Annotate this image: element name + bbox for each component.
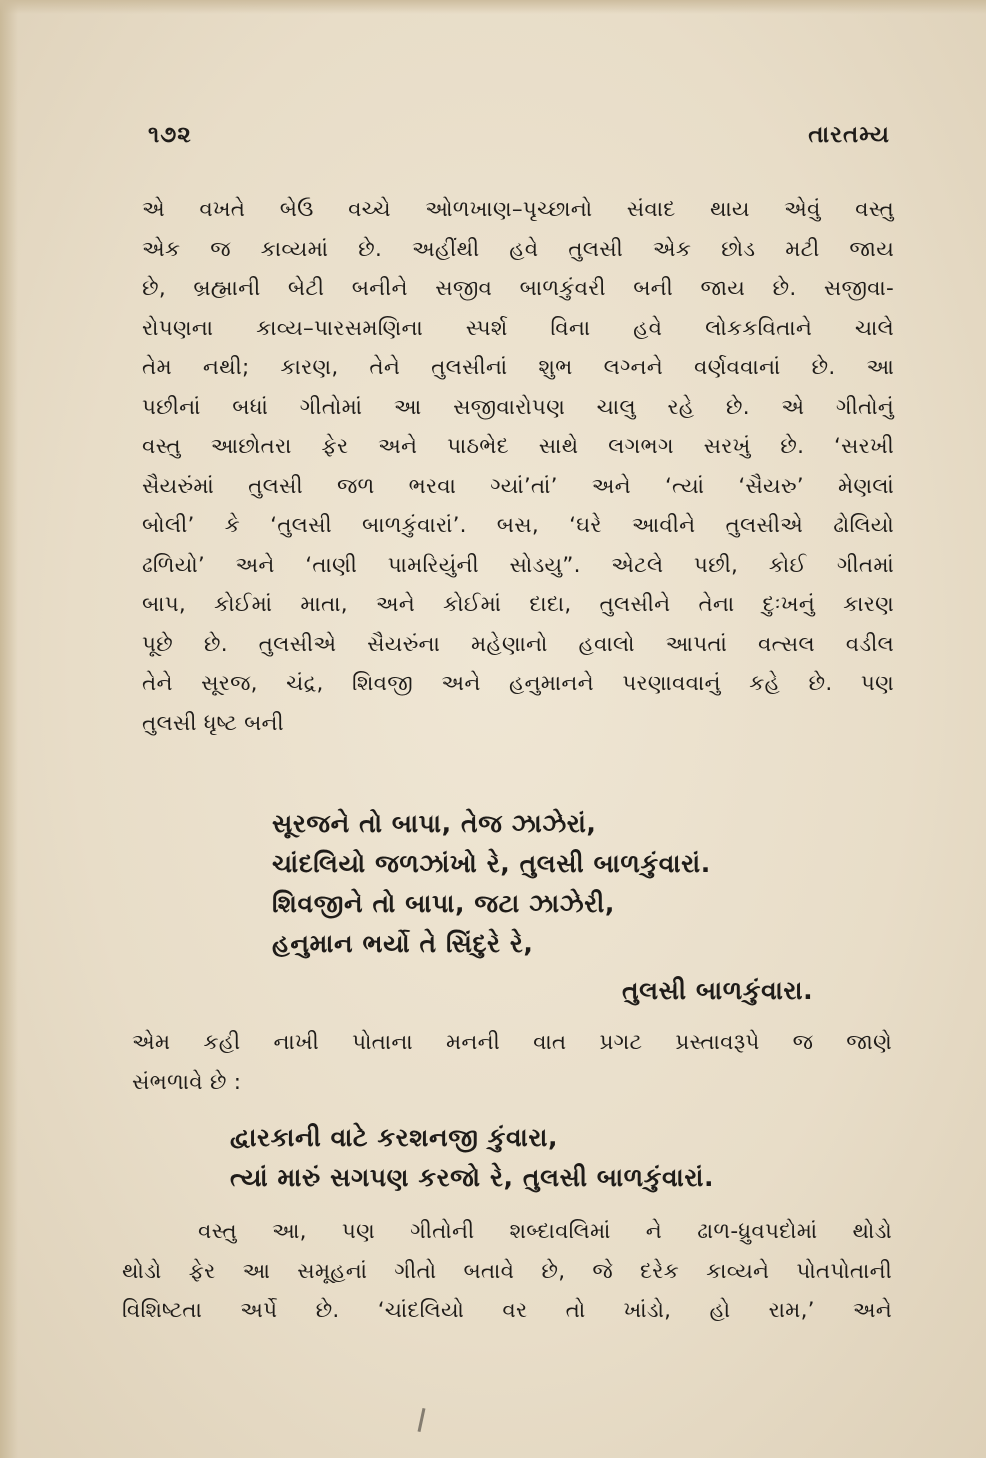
verse-line: ચાંદલિયો જળઝાંખો રે, તુલસી બાળકુંવારાં. xyxy=(272,849,711,878)
verse-line: હનુમાન ભર્યો તે સિંદુરે રે, xyxy=(272,929,534,958)
page-header xyxy=(148,122,890,158)
verse-line: શિવજીને તો બાપા, જટા ઝાઝેરી, xyxy=(272,889,615,918)
text-line: સૈયરુંમાં તુલસી જળ ભરવા ગ્યાં’તાં’ અને ‘ત્યાં ‘સૈયરુ’ મેણલાં xyxy=(142,473,894,499)
text-line: થોડો ફેર આ સમૂહનાં ગીતો બતાવે છે, જે દરેક કાવ્યને પોતપોતાની xyxy=(122,1258,892,1284)
verse-refrain: તુલસી બાળકુંવારા. xyxy=(622,976,814,1005)
text-line: સંભળાવે છે : xyxy=(132,1069,242,1095)
page-top-shadow xyxy=(0,0,986,14)
page-edge-shadow xyxy=(0,0,18,1458)
text-line: તેને સૂરજ, ચંદ્ર, શિવજી અને હનુમાનને પરણાવવાનું કહે છે. પણ xyxy=(142,671,894,696)
verse-block-2 xyxy=(230,1118,714,1198)
text-line: પછીનાં બધાં ગીતોમાં આ સજીવારોપણ ચાલુ રહે છે. એ ગીતોનું xyxy=(142,394,894,420)
paragraph-1 xyxy=(142,190,894,743)
text-line: બાપ, કોઈમાં માતા, અને કોઈમાં દાદા, તુલસીને તેના દુઃખનું કારણ xyxy=(142,592,894,617)
text-line: રોપણના કાવ્ય–પારસમણિના સ્પર્શ વિના હવે લોકકવિતાને ચાલે xyxy=(142,315,894,341)
verse-block-1 xyxy=(272,804,711,964)
verse-line: ત્યાં મારું સગપણ કરજો રે, તુલસી બાળકુંવારાં. xyxy=(230,1163,715,1192)
paragraph-3 xyxy=(122,1212,892,1331)
text-line: એ વખતે બેઉ વચ્ચે ઓળખાણ–પૃચ્છાનો સંવાદ થાય એવું વસ્તુ xyxy=(142,197,894,222)
running-title: તારતમ્ય xyxy=(808,122,890,148)
text-line: ઢળિયો’ અને ‘તાણી પામરિયુંની સોડયુ”. એટલે પછી, કોઈ ગીતમાં xyxy=(142,552,894,578)
verse-line: દ્વારકાની વાટે કરશનજી કુંવારા, xyxy=(230,1123,559,1152)
text-line: તુલસી ધૃષ્ટ બની xyxy=(142,710,284,736)
text-line: પૂછે છે. તુલસીએ સૈયરુંના મહેણાનો હવાલો આપતાં વત્સલ વડીલ xyxy=(142,631,894,657)
text-line: તેમ નથી; કારણ, તેને તુલસીનાં શુભ લગ્નને વર્ણવવાનાં છે. આ xyxy=(142,355,894,380)
text-line: એક જ કાવ્યમાં છે. અહીંથી હવે તુલસી એક છોડ મટી જાય xyxy=(142,236,894,262)
text-line: વસ્તુ આછોતરા ફેર અને પાઠભેદ સાથે લગભગ સરખું છે. ‘સરખી xyxy=(142,434,894,459)
page-number: ૧૭૨ xyxy=(148,122,192,148)
paragraph-2 xyxy=(132,1023,892,1102)
pencil-mark xyxy=(418,1408,426,1432)
text-line: બોલી’ કે ‘તુલસી બાળકુંવારાં’. બસ, ‘ઘરે આવીને તુલસીએ ઢોલિયો xyxy=(142,513,894,538)
text-line: વિશિષ્ટતા અર્પે છે. ‘ચાંદલિયો વર તો ખાંડો, હો રામ,’ અને xyxy=(122,1298,892,1323)
text-line: વસ્તુ આ, પણ ગીતોની શબ્દાવલિમાં ને ઢાળ-ધ્રુવપદોમાં થોડો xyxy=(198,1219,892,1244)
text-line: છે, બ્રહ્માની બેટી બનીને સજીવ બાળકુંવરી બની જાય છે. સજીવા- xyxy=(142,276,894,301)
text-line: એમ કહી નાખી પોતાના મનની વાત પ્રગટ પ્રસ્તાવરૂપે જ જાણે xyxy=(132,1030,892,1055)
verse-line: સૂરજને તો બાપા, તેજ ઝાઝેરાં, xyxy=(272,809,597,838)
